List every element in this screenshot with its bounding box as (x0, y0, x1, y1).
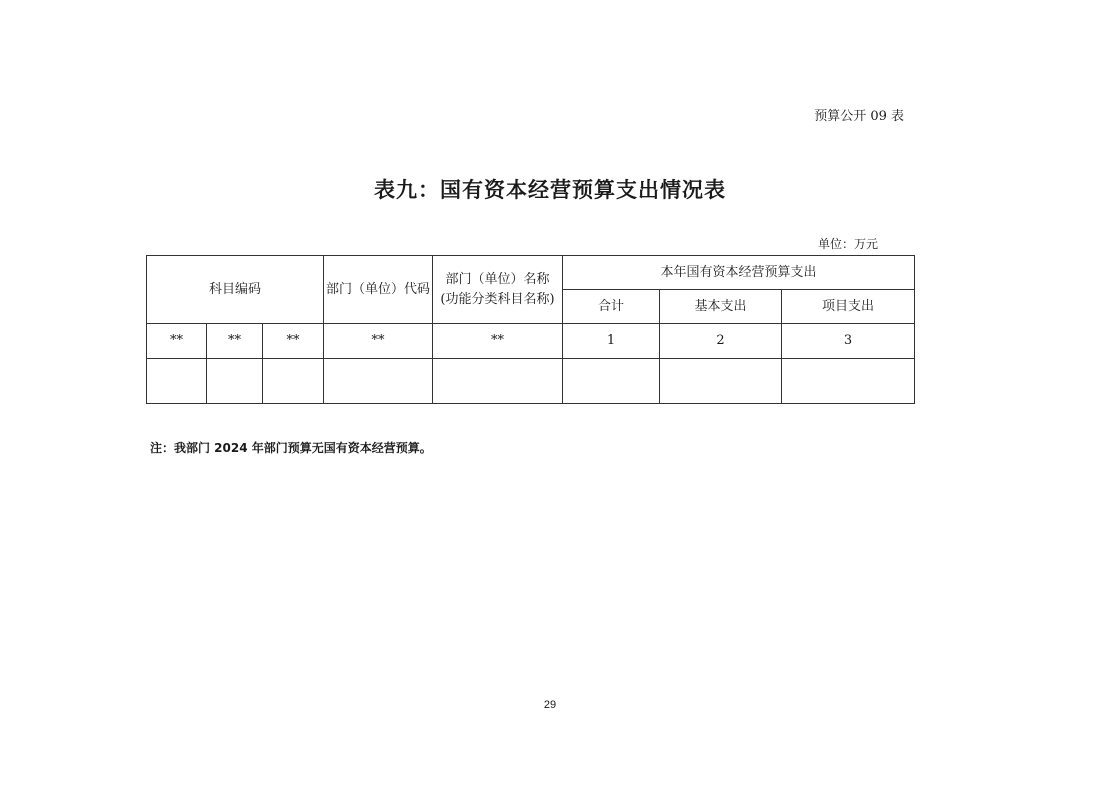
page-title: 表九：国有资本经营预算支出情况表 (374, 178, 726, 202)
header-dept-name-line1: 部门（单位）名称 (445, 271, 550, 287)
header-subject-code: 科目编码 (147, 256, 324, 324)
budget-table (146, 255, 915, 404)
index-cell: 3 (782, 324, 915, 359)
data-cell (263, 359, 324, 404)
data-cell (207, 359, 263, 404)
data-cell (782, 359, 915, 404)
header-dept-code: 部门（单位）代码 (324, 256, 433, 324)
index-cell: ** (147, 324, 207, 359)
index-cell: ** (324, 324, 433, 359)
page-number: 29 (543, 699, 557, 711)
header-row-1 (147, 256, 915, 290)
data-cell (563, 359, 660, 404)
header-dept-name-line2: (功能分类科目名称) (440, 291, 555, 307)
form-code: 预算公开 09 表 (814, 109, 904, 124)
index-cell: 2 (660, 324, 782, 359)
header-project: 项目支出 (782, 290, 915, 324)
header-group: 本年国有资本经营预算支出 (563, 256, 915, 290)
header-dept-name (433, 256, 563, 324)
table-row (147, 359, 915, 404)
data-cell (147, 359, 207, 404)
data-cell (433, 359, 563, 404)
data-cell (324, 359, 433, 404)
unit-label: 单位：万元 (818, 237, 879, 251)
index-cell: 1 (563, 324, 660, 359)
header-basic: 基本支出 (660, 290, 782, 324)
data-cell (660, 359, 782, 404)
header-total: 合计 (563, 290, 660, 324)
index-cell: ** (207, 324, 263, 359)
index-cell: ** (263, 324, 324, 359)
footnote: 注：我部门 2024 年部门预算无国有资本经营预算。 (150, 441, 432, 455)
index-row (147, 324, 915, 359)
index-cell: ** (433, 324, 563, 359)
